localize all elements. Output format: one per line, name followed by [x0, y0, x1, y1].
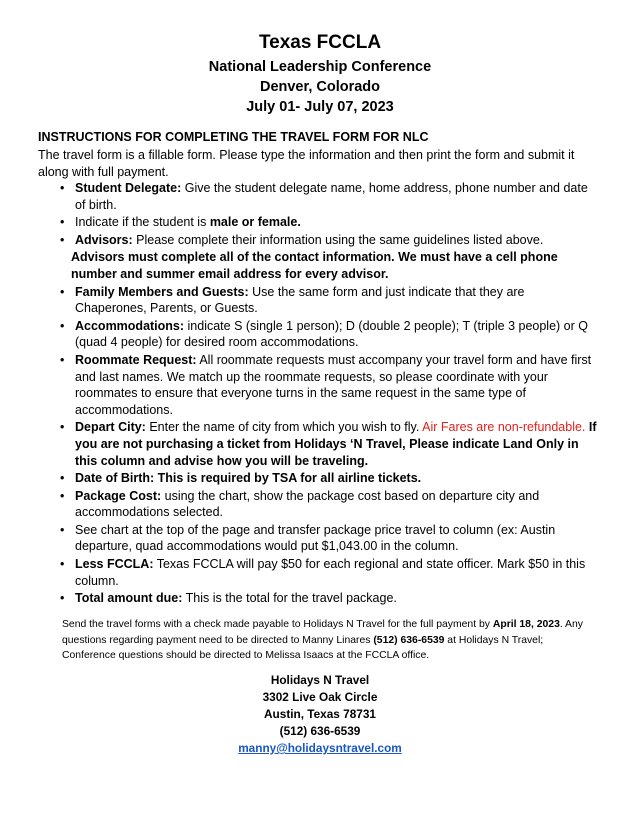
- list-item: • Indicate if the student is male or female.: [60, 215, 301, 230]
- list-item: • Package Cost: using the chart, show the package cost based on departure city and accommodations selected.: [60, 488, 540, 520]
- bullet-icon: •: [60, 352, 65, 367]
- list-item: Advisors must complete all of the contact information. We must have a cell phone number and summer email address for every advisor.: [71, 250, 558, 281]
- list-item: • Total amount due: This is the total for the travel package.: [60, 591, 397, 606]
- list-item: • Date of Birth: This is required by TSA for all airline tickets.: [60, 471, 422, 486]
- payment-deadline: April 18, 2023: [492, 619, 560, 630]
- list-item: • Student Delegate: Give the student delegate name, home address, phone number and date of birth.: [60, 181, 588, 212]
- event-info: [0, 57, 640, 117]
- list-item: • Advisors: Please complete their information using the same guidelines listed above.: [60, 232, 544, 247]
- list-item: • See chart at the top of the page and transfer package price travel to column (ex: Austin departure, quad accommodations would put $1,043.00 in the column.: [60, 522, 556, 554]
- contact-name: Holidays N Travel: [270, 673, 370, 687]
- bullet-icon: •: [60, 318, 65, 333]
- contact-street: 3302 Live Oak Circle: [262, 690, 378, 704]
- contact-email-link[interactable]: manny@holidaysntravel.com: [238, 741, 402, 755]
- list-item: • Roommate Request: All roommate requests must accompany your travel form and have first and last names. We match up the roommate requests, so please coordinate with your roommates to ensure that everyone turns in the same request in the same type of accommodations.: [60, 352, 592, 417]
- bullet-icon: •: [60, 420, 65, 435]
- contact-block: [0, 672, 640, 757]
- event-location: Denver, Colorado: [259, 79, 381, 95]
- bullet-icon: •: [60, 232, 65, 247]
- bullet-icon: •: [60, 471, 65, 486]
- contact-city: Austin, Texas 78731: [264, 707, 376, 721]
- bullet-icon: •: [60, 522, 65, 537]
- bullet-icon: •: [60, 557, 65, 572]
- payment-note: Send the travel forms with a check made payable to Holidays N Travel for the full payment by April 18, 2023. Any questions regarding payment need to be directed to Manny Linares (512) 636-6539 at Holidays N Travel; Conference questions should be directed to Melissa Isaacs at the FCCLA office.: [62, 619, 583, 661]
- bullet-icon: •: [60, 488, 65, 503]
- instructions-list: [38, 180, 598, 608]
- bullet-icon: •: [60, 215, 65, 230]
- contact-phone: (512) 636-6539: [279, 724, 361, 738]
- list-item: • Accommodations: indicate S (single 1 person); D (double 2 people); T (triple 3 people) or Q (quad 4 people) for desired room accommodations.: [60, 318, 588, 350]
- list-item: • Less FCCLA: Texas FCCLA will pay $50 for each regional and state officer. Mark $50 in this column.: [60, 557, 586, 588]
- instructions-intro: The travel form is a fillable form. Please type the information and then print the form and submit it along with full payment.: [38, 148, 575, 179]
- list-item: • Depart City: Enter the name of city from which you wish to fly. Air Fares are non-refundable. If you are not purchasing a ticket from Holidays ‘N Travel, Please indicate Land Only in this column and advise how you will be traveling.: [60, 420, 597, 468]
- bullet-icon: •: [60, 591, 65, 606]
- bullet-icon: •: [60, 181, 65, 195]
- non-refundable-warning: Air Fares are non-refundable.: [422, 420, 586, 435]
- bullet-icon: •: [60, 284, 65, 299]
- list-item: • Family Members and Guests: Use the same form and just indicate that they are Chaperones, Parents, or Guests.: [60, 284, 525, 316]
- event-name: National Leadership Conference: [208, 59, 432, 75]
- payment-phone: (512) 636-6539: [373, 634, 445, 646]
- page-title: Texas FCCLA: [258, 32, 382, 53]
- instructions-heading: INSTRUCTIONS FOR COMPLETING THE TRAVEL FORM FOR NLC: [38, 130, 429, 144]
- event-dates: July 01- July 07, 2023: [246, 99, 394, 115]
